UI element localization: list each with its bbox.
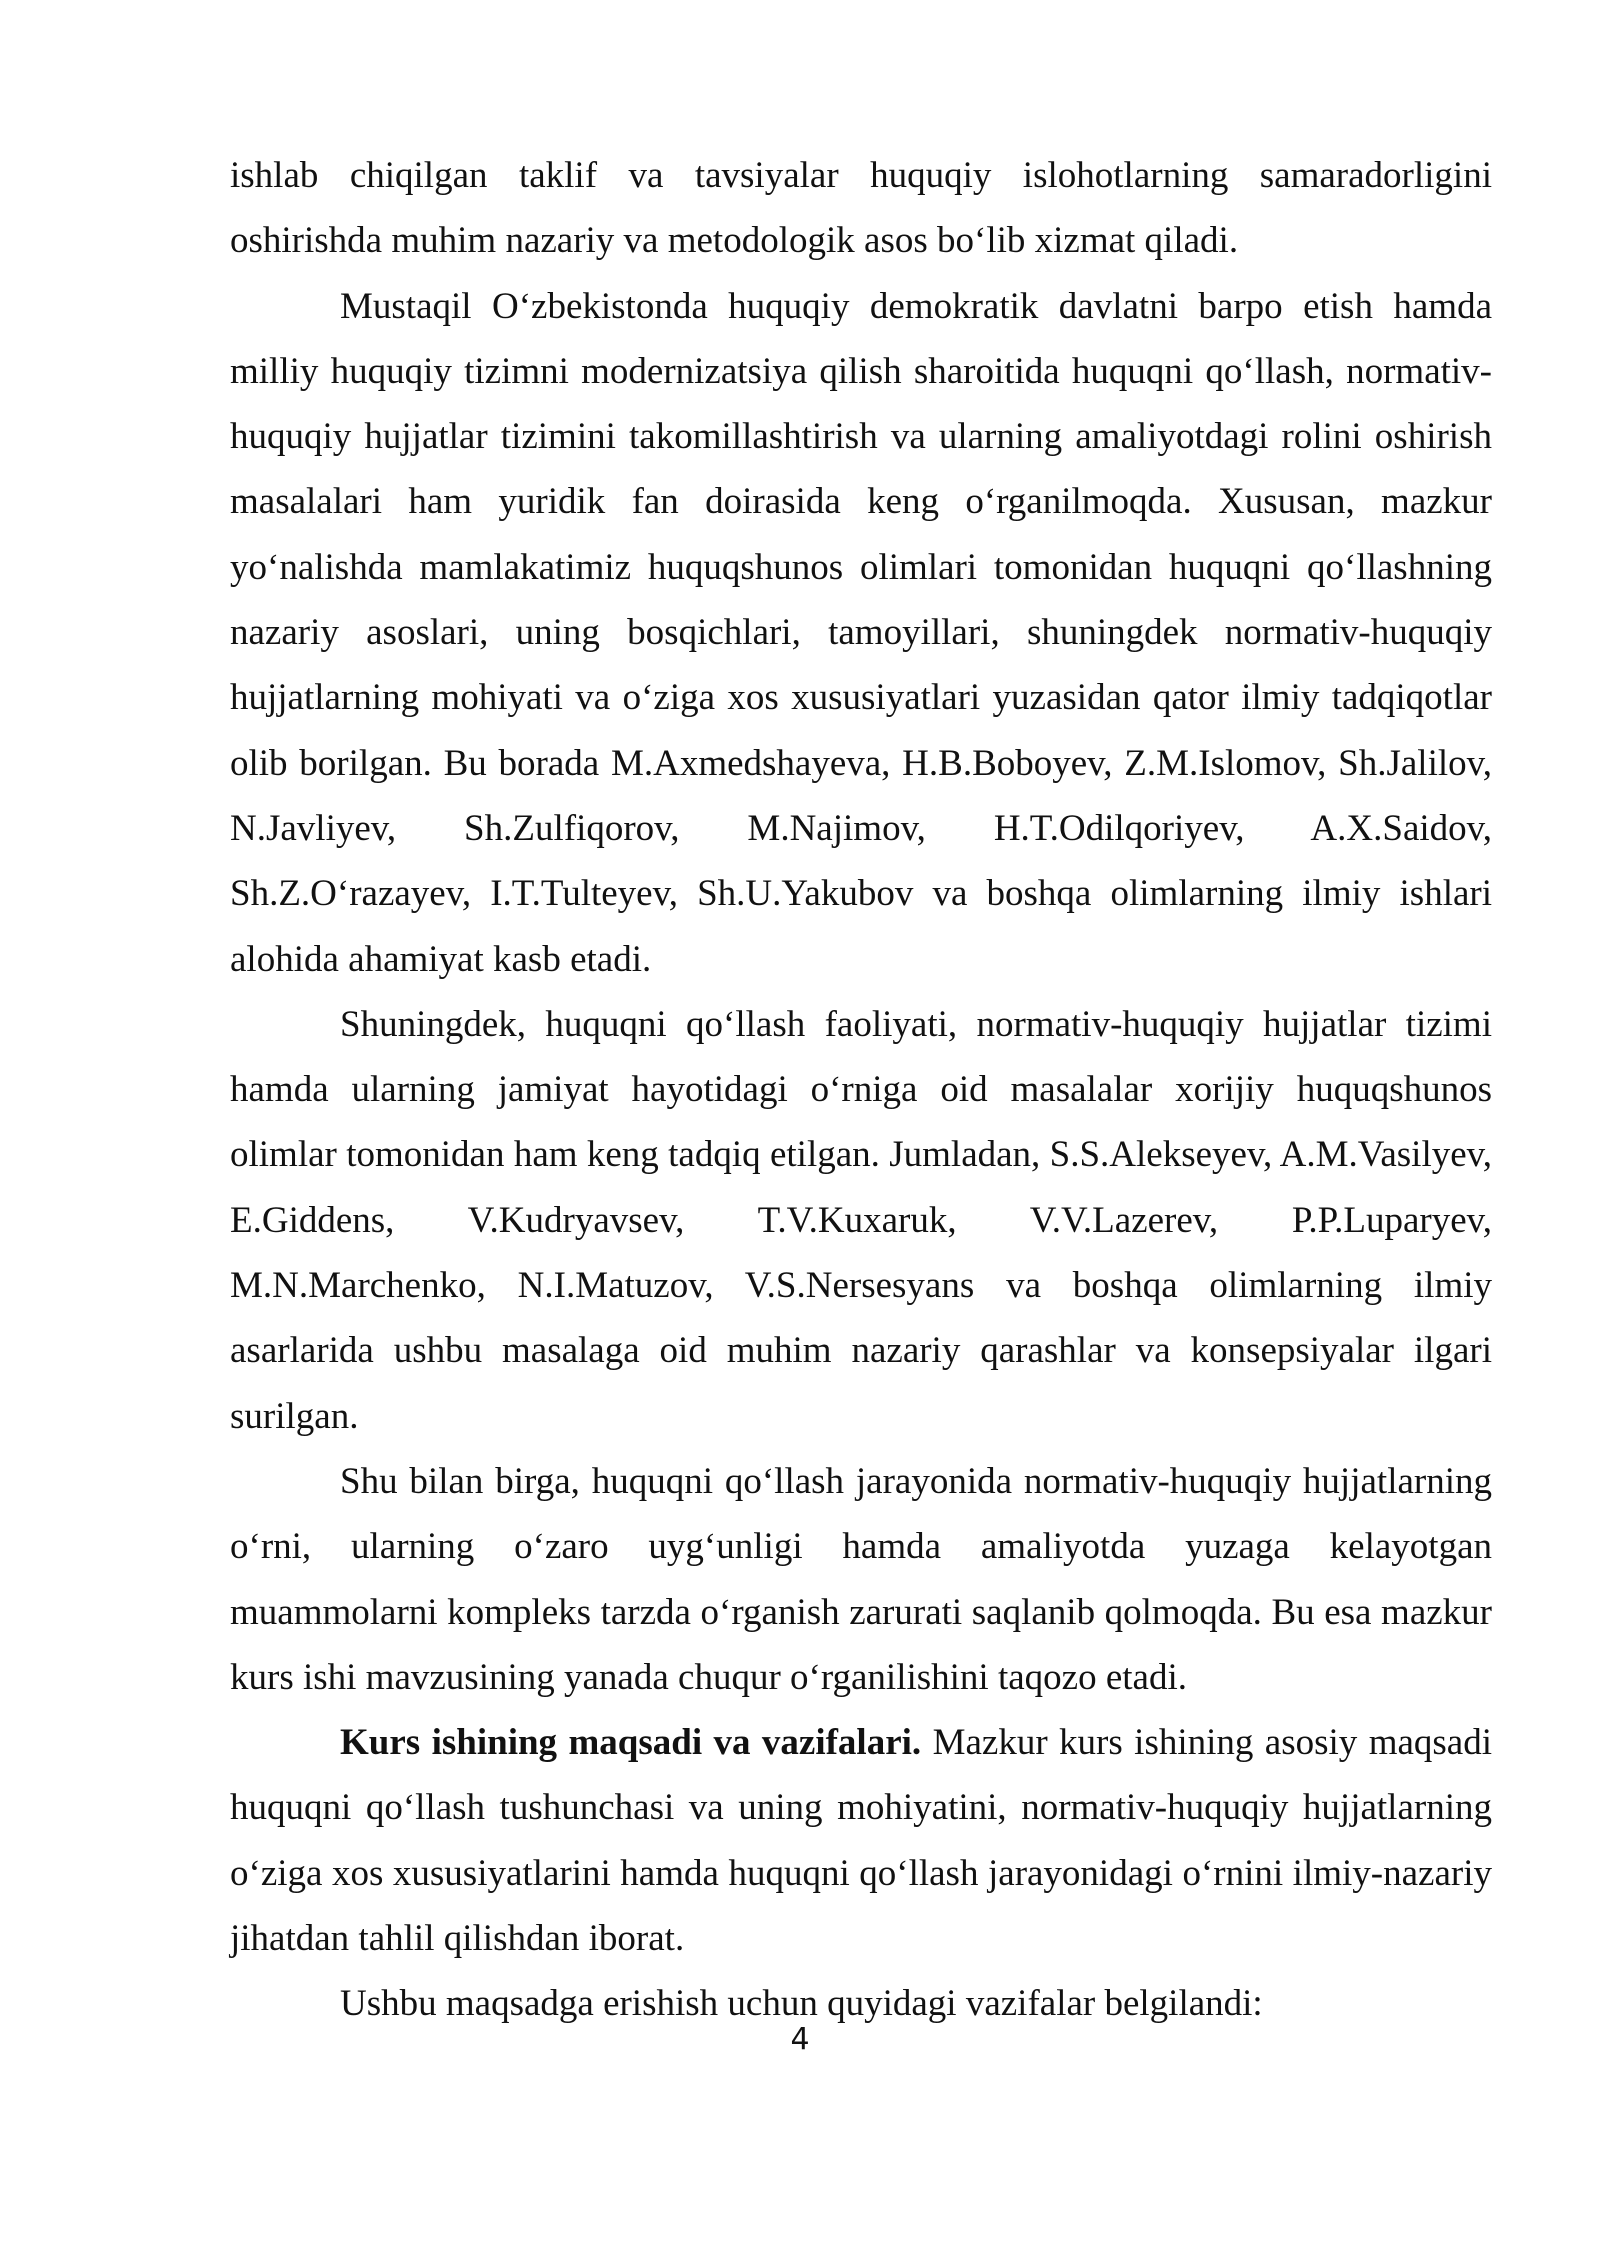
paragraph-research-uzbek-scholars: Mustaqil O‘zbekistonda huquqiy demokratik davlatni barpo etish hamda milliy huquqiy tizimni modernizatsiya qilish sharoitida huquqni qo‘llash, normativ-huquqiy hujjatlar tizimini takomillashtirish va ularning amaliyotdagi rolini oshirish masalalari ham yuridik fan doirasida keng o‘rganilmoqda. Xususan, mazkur yo‘nalishda mamlakatimiz huquqshunos olimlari tomonidan huquqni qo‘llashning nazariy asoslari, uning bosqichlari, tamoyillari, shuningdek normativ-huquqiy hujjatlarning mohiyati va o‘ziga xos xususiyatlari yuzasidan qator ilmiy tadqiqotlar olib borilgan. Bu borada M.Axmedshayeva, H.B.Boboyev, Z.M.Islomov, Sh.Jalilov, N.Javliyev, Sh.Zulfiqorov, M.Najimov, H.T.Odilqoriyev, A.X.Saidov, Sh.Z.O‘razayev, I.T.Tulteyev, Sh.U.Yakubov va boshqa olimlarning ilmiy ishlari alohida ahamiyat kasb etadi. [230, 285, 1492, 980]
section-heading-goal-and-tasks: Kurs ishining maqsadi va vazifalari. [340, 1722, 922, 1764]
paragraph-goal-and-tasks [230, 1710, 1492, 1971]
document-body [230, 143, 1492, 2037]
paragraph-continuation: ishlab chiqilgan taklif va tavsiyalar huquqiy islohotlarning samaradorligini oshirishda muhim nazariy va metodologik asos bo‘lib xizmat qiladi. [230, 155, 1492, 262]
paragraph-research-foreign-scholars: Shuningdek, huquqni qo‘llash faoliyati, normativ-huquqiy hujjatlar tizimi hamda ularning jamiyat hayotidagi o‘rniga oid masalalar xorijiy huquqshunos olimlar tomonidan ham keng tadqiq etilgan. Jumladan, S.S.Alekseyev, A.M.Vasilyev, E.Giddens, V.Kudryavsev, T.V.Kuxaruk, V.V.Lazerev, P.P.Luparyev, M.N.Marchenko, N.I.Matuzov, V.S.Nersesyans va boshqa olimlarning ilmiy asarlarida ushbu masalaga oid muhim nazariy qarashlar va konsepsiyalar ilgari surilgan. [230, 1003, 1492, 1437]
page-number: 4 [790, 2022, 810, 2057]
paragraph-research-need: Shu bilan birga, huquqni qo‘llash jarayonida normativ-huquqiy hujjatlarning o‘rni, ularning o‘zaro uyg‘unligi hamda amaliyotda yuzaga kelayotgan muammolarni kompleks tarzda o‘rganish zarurati saqlanib qolmoqda. Bu esa mazkur kurs ishi mavzusining yanada chuqur o‘rganilishini taqozo etadi. [230, 1460, 1492, 1698]
paragraph-tasks-intro: Ushbu maqsadga erishish uchun quyidagi vazifalar belgilandi: [340, 1983, 1263, 2025]
paragraph-goal-text: Mazkur kurs ishining asosiy maqsadi huquqni qo‘llash tushunchasi va uning mohiyatini, normativ-huquqiy hujjatlarning o‘ziga xos xususiyatlarini hamda huquqni qo‘llash jarayonidagi o‘rnini ilmiy-nazariy jihatdan tahlil qilishdan iborat. [230, 1722, 1493, 1960]
